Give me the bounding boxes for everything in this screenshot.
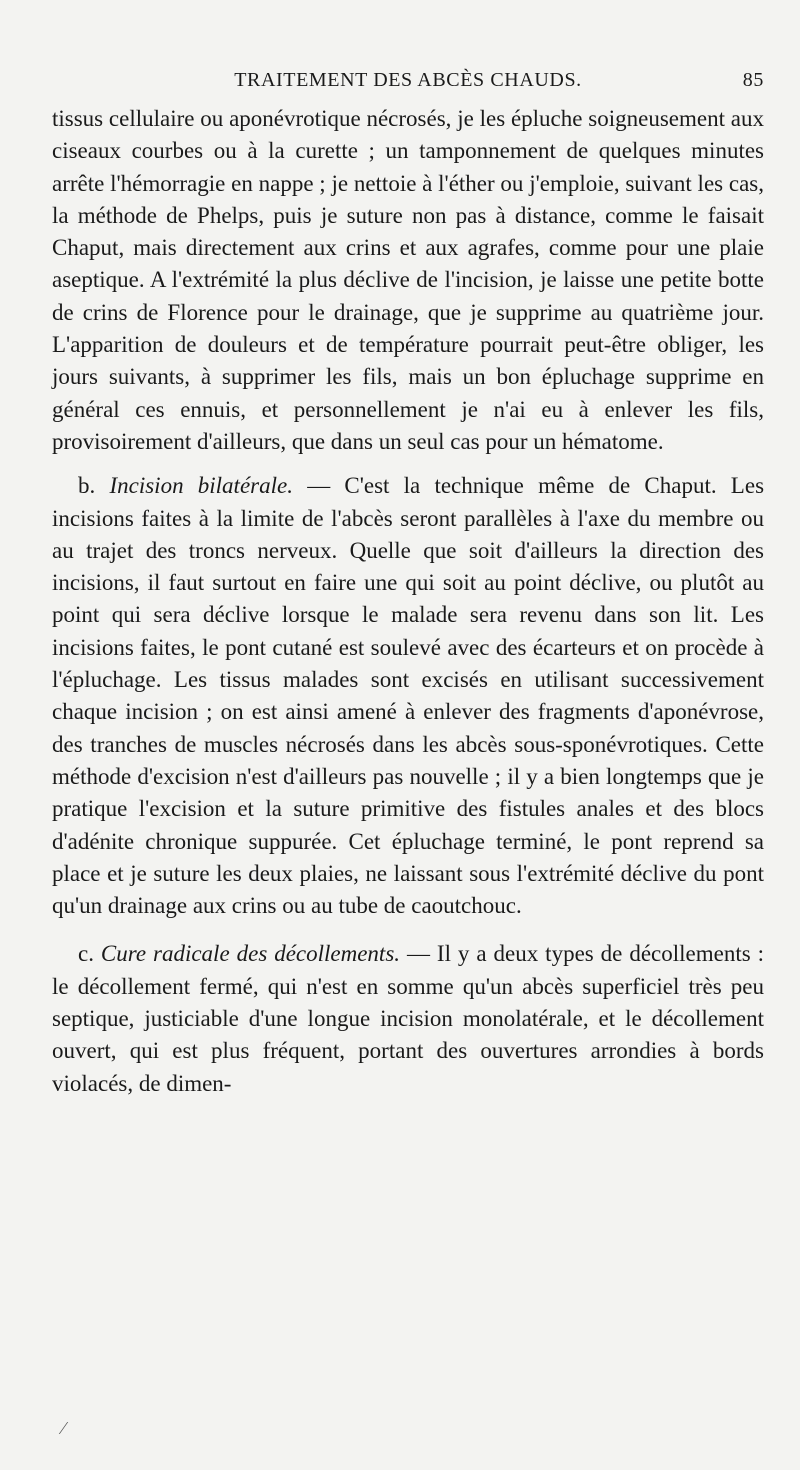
paragraph-text: — Il y a deux types de décollements : le décollement fermé, qui n'est en somme qu'un abcès superficiel très peu septique, justiciable d'une longue incision monolatérale, et le décollement ouvert, qui est plus fréquent, portant des ouvertures arrondies à bords violacés, de dimen- bbox=[52, 941, 765, 1096]
book-page bbox=[52, 60, 764, 1100]
paragraph-text: — C'est la technique même de Chaput. Les incisions faites à la limite de l'abcès seront parallèles à l'axe du membre ou au trajet des troncs nerveux. Quelle que soit d'ailleurs la direction des incisions, il faut surtout en faire une qui soit au point déclive, ou plutôt au point qui sera déclive lorsque le malade sera revenu dans son lit. Les incisions faites, le pont cutané est soulevé avec des écarteurs et on procède à l'épluchage. Les tissus malades sont excisés en utilisant successivement chaque incision ; on est ainsi amené à enlever des fragments d'aponévrose, des tranches de muscles nécrosés dans les abcès sous-sponévrotiques. Cette méthode d'excision n'est d'ailleurs pas nouvelle ; il y a bien longtemps que je pratique l'excision et la suture primitive des fistules anales et des blocs d'adénite chronique suppurée. Cet épluchage terminé, le pont reprend sa place et je suture les deux plaies, ne laissant sous l'extrémité déclive du pont qu'un drainage aux crins ou au tube de caoutchouc. bbox=[52, 473, 765, 919]
running-head bbox=[52, 60, 764, 100]
section-label: b. bbox=[78, 473, 96, 499]
page-number: 85 bbox=[742, 69, 764, 91]
paragraph-continuation bbox=[52, 103, 764, 458]
paragraph-cure-radicale bbox=[52, 938, 764, 1099]
section-title: Cure radicale des décollements. bbox=[100, 941, 401, 967]
paragraph-incision-bilaterale bbox=[52, 470, 764, 922]
paragraph-text: tissus cellulaire ou aponévrotique nécrosés, je les épluche soigneusement aux ciseaux courbes ou à la curette ; un tamponnement de quelques minutes arrête l'hémorragie en nappe ; je nettoie à l'éther ou j'emploie, suivant les cas, la méthode de Phelps, puis je suture non pas à distance, comme le faisait Chaput, mais directement aux crins et aux agrafes, comme pour une plaie aseptique. A l'extrémité la plus déclive de l'incision, je laisse une petite botte de crins de Florence pour le drainage, que je supprime au quatrième jour. L'apparition de douleurs et de température pourrait peut-être obliger, les jours suivants, à supprimer les fils, mais un bon épluchage supprime en général ces ennuis, et personnellement je n'ai eu à enlever les fils, provisoirement d'ailleurs, que dans un seul cas pour un hématome. bbox=[52, 106, 764, 454]
section-label: c. bbox=[78, 941, 94, 967]
running-head-title: TRAITEMENT DES ABCÈS CHAUDS. bbox=[234, 69, 582, 91]
stray-mark: ⁄ bbox=[62, 1418, 66, 1438]
section-title: Incision bilatérale. bbox=[109, 473, 293, 499]
